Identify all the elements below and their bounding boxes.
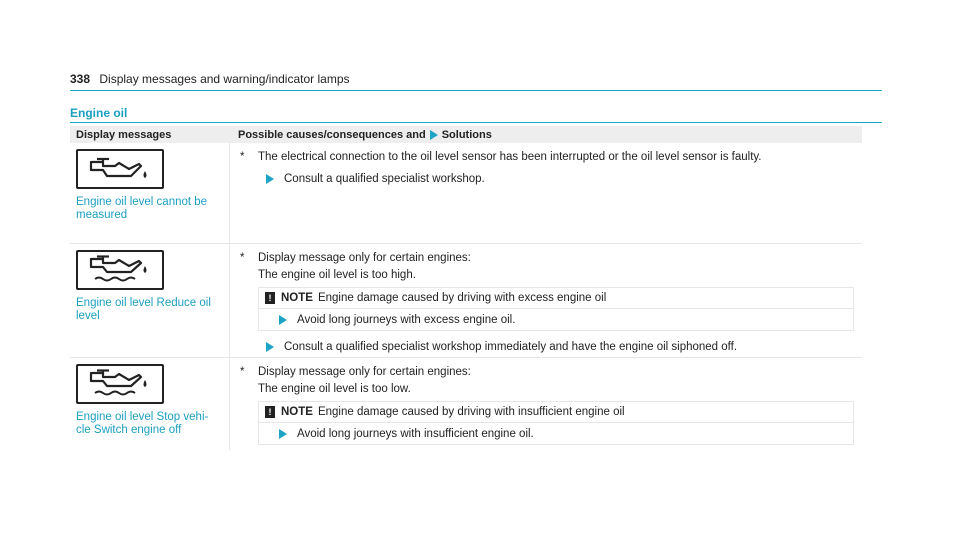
table-row	[70, 143, 862, 244]
note-box	[258, 287, 854, 331]
display-message-text: Engine oil level cannot be measured	[76, 196, 208, 221]
cause-detail: The engine oil level is too low.	[258, 383, 411, 395]
table-row	[70, 358, 862, 450]
note-solution-text: Avoid long journeys with excess engine oil.	[297, 313, 516, 326]
note-heading	[259, 288, 853, 309]
table-row	[70, 244, 862, 358]
page-header	[70, 72, 350, 86]
col-header-solutions-label: Solutions	[441, 128, 492, 141]
bullet-star: *	[240, 252, 245, 264]
causes-cell	[230, 358, 862, 450]
triangle-right-icon	[430, 130, 438, 140]
display-message-cell	[70, 244, 230, 357]
cause-line	[238, 364, 854, 381]
display-message-cell	[70, 143, 230, 243]
note-solution	[259, 423, 853, 444]
oil-can-waves-icon	[76, 364, 164, 404]
note-label: NOTE	[281, 292, 313, 304]
col-header-causes	[230, 129, 862, 141]
triangle-right-icon	[266, 342, 274, 352]
note-solution	[259, 309, 853, 330]
cause-line	[238, 250, 854, 267]
solution-line	[266, 338, 854, 355]
note-solution-text: Avoid long journeys with insufficient engine oil.	[297, 427, 534, 440]
triangle-right-icon	[266, 174, 274, 184]
warning-icon: !	[265, 292, 275, 304]
section-title: Engine oil	[70, 106, 128, 120]
cause-detail: The engine oil level is too high.	[258, 269, 416, 281]
col-header-causes-label: Possible causes/consequences and	[238, 128, 426, 141]
display-message-cell	[70, 358, 230, 450]
header-divider	[70, 90, 882, 91]
note-box	[258, 401, 854, 445]
note-text: Engine damage caused by driving with insufficient engine oil	[317, 406, 625, 418]
oil-can-icon	[76, 149, 164, 189]
oil-can-waves-icon	[76, 250, 164, 290]
table-header	[70, 126, 862, 143]
solution-line	[266, 170, 854, 187]
triangle-right-icon	[279, 429, 287, 439]
triangle-right-icon	[279, 315, 287, 325]
warning-icon: !	[265, 406, 275, 418]
display-message-text: Engine oil level Stop vehi- cle Switch engine off	[76, 411, 209, 436]
solution-text: Consult a qualified specialist workshop immediately and have the engine oil siphoned off.	[284, 340, 738, 353]
bullet-star: *	[240, 151, 245, 163]
bullet-star: *	[240, 366, 245, 378]
note-heading	[259, 402, 853, 423]
cause-text: Display message only for certain engines:	[258, 366, 471, 378]
causes-cell	[230, 244, 862, 357]
note-label: NOTE	[281, 406, 313, 418]
cause-text: Display message only for certain engines:	[258, 252, 471, 264]
cause-text: The electrical connection to the oil level sensor has been interrupted or the oil level sensor is faulty.	[258, 151, 762, 163]
section-divider	[70, 122, 882, 123]
causes-cell	[230, 143, 862, 243]
page-header-title: Display messages and warning/indicator lamps	[99, 72, 350, 86]
cause-line	[238, 149, 854, 166]
display-message-text: Engine oil level Reduce oil level	[76, 297, 211, 322]
messages-table	[70, 126, 862, 450]
solution-text: Consult a qualified specialist workshop.	[284, 172, 485, 185]
col-header-display-messages: Display messages	[76, 128, 172, 141]
page-number: 338	[70, 72, 91, 86]
note-text: Engine damage caused by driving with excess engine oil	[317, 292, 607, 304]
